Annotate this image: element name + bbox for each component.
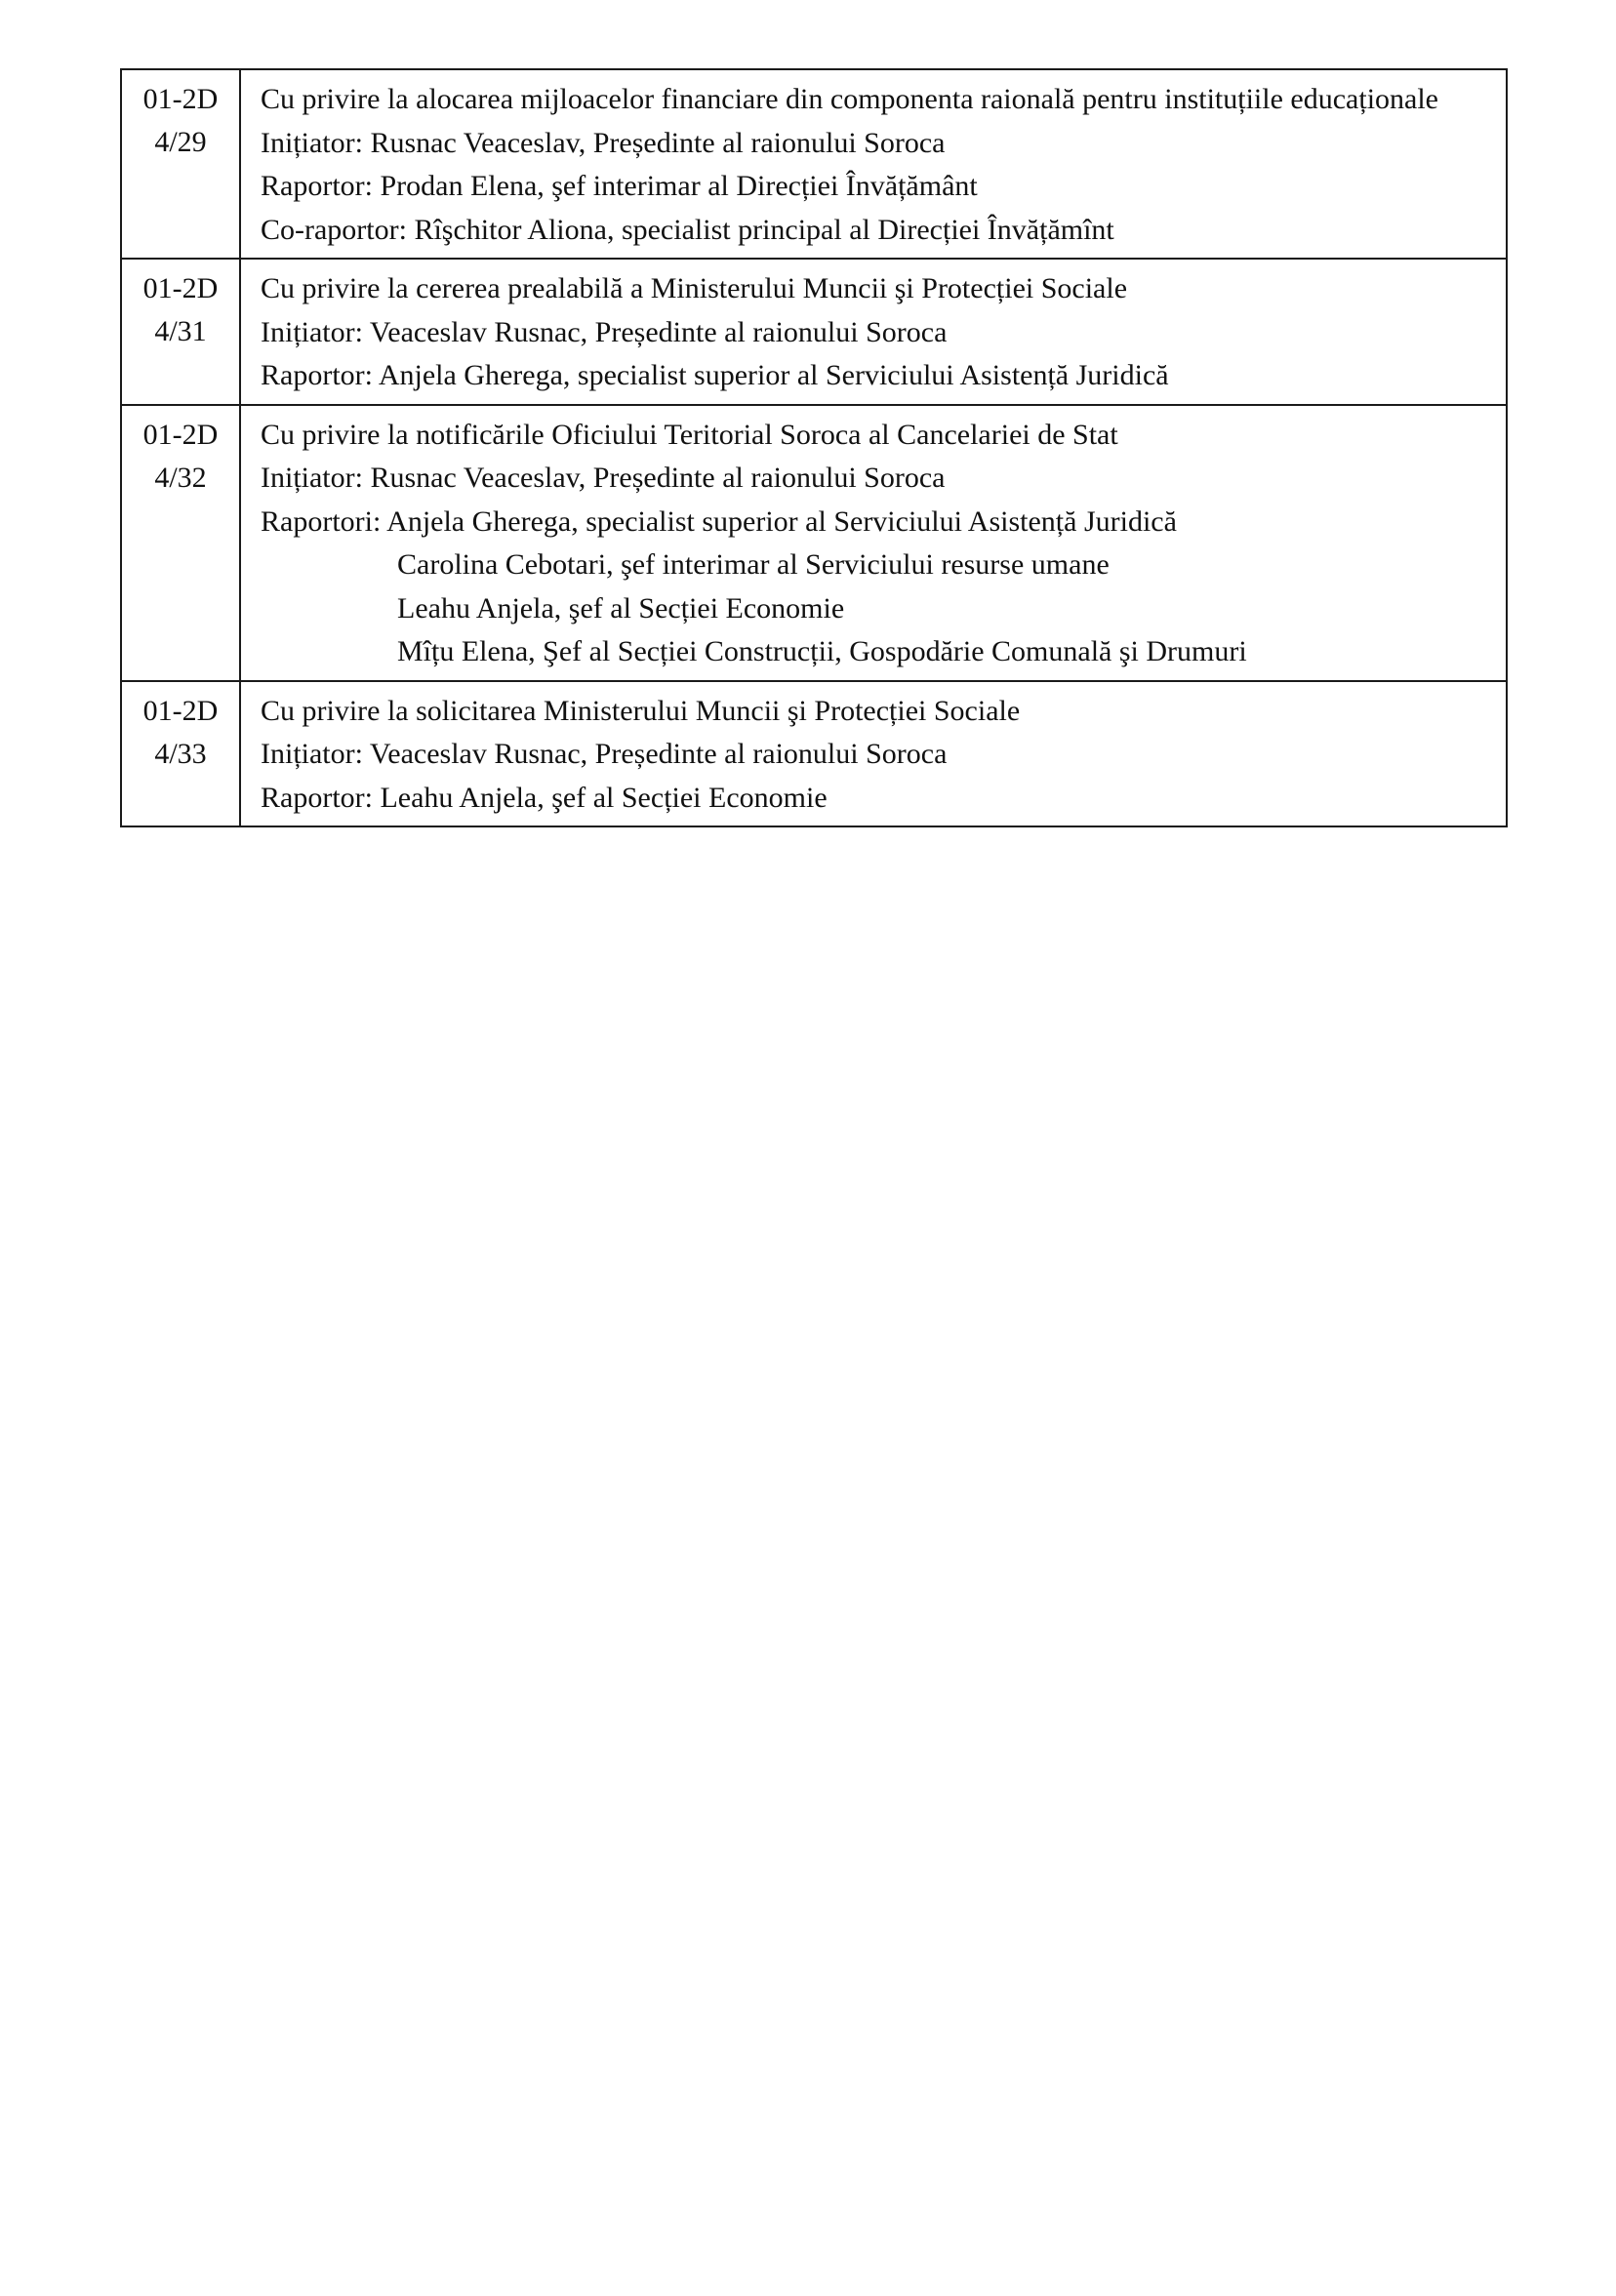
item-code: 01-2D <box>142 83 219 115</box>
item-raportor: Raportor: Anjela Gherega, specialist superior al Serviciului Asistență Juridică <box>261 359 1169 391</box>
item-details-cell <box>240 69 1507 259</box>
item-number: 4/29 <box>154 126 207 158</box>
item-title: Cu privire la solicitarea Ministerului Muncii şi Protecției Sociale <box>261 694 1021 727</box>
table-row <box>121 259 1507 405</box>
item-title: Cu privire la alocarea mijloacelor financiare din componenta raională pentru instituțiile educaționale <box>261 83 1439 115</box>
item-raportor: Raportor: Prodan Elena, şef interimar al Direcției Învățământ <box>261 170 978 202</box>
item-number: 4/32 <box>154 461 207 494</box>
item-code-cell <box>121 405 240 681</box>
item-code: 01-2D <box>142 418 219 451</box>
item-details-cell <box>240 259 1507 405</box>
item-initiator: Inițiator: Veaceslav Rusnac, Președinte al raionului Soroca <box>261 315 948 348</box>
table-row <box>121 681 1507 827</box>
item-details-cell <box>240 405 1507 681</box>
item-code-cell <box>121 69 240 259</box>
item-code-cell <box>121 259 240 405</box>
item-title: Cu privire la cererea prealabilă a Ministerului Muncii şi Protecției Sociale <box>261 272 1128 304</box>
table-row <box>121 405 1507 681</box>
item-code: 01-2D <box>142 272 219 304</box>
item-raportor: Raportor: Leahu Anjela, şef al Secției Economie <box>261 781 828 814</box>
item-number: 4/31 <box>154 315 207 347</box>
item-title: Cu privire la notificările Oficiului Teritorial Soroca al Cancelariei de Stat <box>261 418 1118 451</box>
item-raportor-2: Carolina Cebotari, şef interimar al Serviciului resurse umane <box>397 548 1110 581</box>
item-raportor-4: Mîțu Elena, Şef al Secției Construcții, Gospodărie Comunală şi Drumuri <box>397 635 1247 667</box>
item-initiator: Inițiator: Veaceslav Rusnac, Președinte al raionului Soroca <box>261 738 948 770</box>
item-code: 01-2D <box>142 694 219 727</box>
item-initiator: Inițiator: Rusnac Veaceslav, Președinte al raionului Soroca <box>261 126 946 159</box>
item-raportor-3: Leahu Anjela, şef al Secției Economie <box>397 591 845 624</box>
item-raportori: Raportori: Anjela Gherega, specialist superior al Serviciului Asistență Juridică <box>261 504 1177 538</box>
item-number: 4/33 <box>154 737 207 770</box>
table-row <box>121 69 1507 259</box>
item-code-cell <box>121 681 240 827</box>
item-details-cell <box>240 681 1507 827</box>
item-co-raportor: Co-raportor: Rîşchitor Aliona, specialist principal al Direcției Învățămînt <box>261 213 1114 246</box>
item-initiator: Inițiator: Rusnac Veaceslav, Președinte al raionului Soroca <box>261 462 946 494</box>
agenda-table <box>120 68 1508 827</box>
